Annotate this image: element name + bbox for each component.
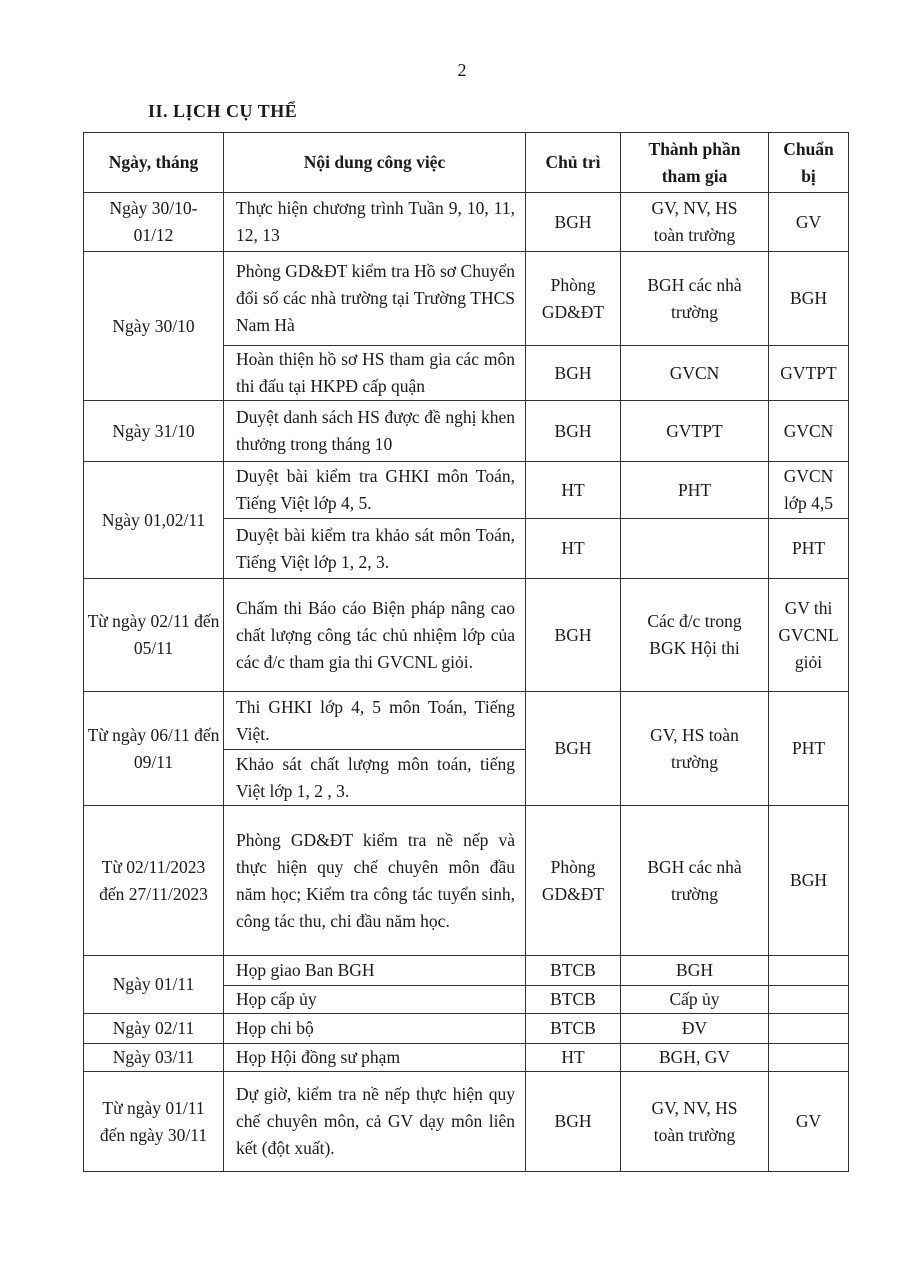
cell-chair: BGH xyxy=(526,346,621,401)
cell-date: Từ ngày 01/11 đến ngày 30/11 xyxy=(84,1072,224,1172)
table-row xyxy=(84,579,849,692)
cell-prepare xyxy=(769,1014,849,1044)
table-header-row xyxy=(84,133,849,193)
cell-prepare: GVCN xyxy=(769,401,849,462)
section-title: II. LỊCH CỤ THỂ xyxy=(148,101,298,121)
table-row xyxy=(84,956,849,986)
cell-participants: ĐV xyxy=(621,1014,769,1044)
cell-content: Phòng GD&ĐT kiểm tra Hồ sơ Chuyển đổi số các nhà trường tại Trường THCS Nam Hà xyxy=(224,252,526,346)
cell-participants: BGH các nhà trường xyxy=(621,806,769,956)
cell-prepare: GV xyxy=(769,1072,849,1172)
cell-chair: BTCB xyxy=(526,1014,621,1044)
header-participants: Thành phần tham gia xyxy=(621,133,769,193)
table-row xyxy=(84,806,849,956)
schedule-table xyxy=(83,132,849,1172)
cell-participants: GVCN xyxy=(621,346,769,401)
cell-content: Họp giao Ban BGH xyxy=(224,956,526,986)
cell-date: Ngày 30/10 xyxy=(84,252,224,401)
cell-participants: Các đ/c trong BGK Hội thi xyxy=(621,579,769,692)
cell-prepare: GV thi GVCNL giỏi xyxy=(769,579,849,692)
cell-content: Chấm thi Báo cáo Biện pháp nâng cao chất lượng công tác chủ nhiệm lớp của các đ/c tham gia thi GVCNL giỏi. xyxy=(224,579,526,692)
cell-date: Ngày 03/11 xyxy=(84,1044,224,1072)
table-row xyxy=(84,692,849,750)
cell-content: Duyệt bài kiểm tra GHKI môn Toán, Tiếng Việt lớp 4, 5. xyxy=(224,462,526,519)
cell-chair: HT xyxy=(526,1044,621,1072)
table-row xyxy=(84,1072,849,1172)
header-date: Ngày, tháng xyxy=(84,133,224,193)
cell-date: Ngày 02/11 xyxy=(84,1014,224,1044)
cell-date: Ngày 01,02/11 xyxy=(84,462,224,579)
cell-chair: BTCB xyxy=(526,956,621,986)
cell-prepare: BGH xyxy=(769,252,849,346)
page-number: 2 xyxy=(457,60,467,80)
cell-chair: BTCB xyxy=(526,986,621,1014)
cell-date: Ngày 01/11 xyxy=(84,956,224,1014)
cell-content: Duyệt danh sách HS được đề nghị khen thưởng trong tháng 10 xyxy=(224,401,526,462)
cell-chair: HT xyxy=(526,462,621,519)
cell-content: Dự giờ, kiểm tra nề nếp thực hiện quy chế chuyên môn, cả GV dạy môn liên kết (đột xuất). xyxy=(224,1072,526,1172)
cell-chair: HT xyxy=(526,519,621,579)
header-prepare: Chuẩn bị xyxy=(769,133,849,193)
cell-date: Ngày 31/10 xyxy=(84,401,224,462)
cell-chair: BGH xyxy=(526,193,621,252)
cell-content: Duyệt bài kiểm tra khảo sát môn Toán, Tiếng Việt lớp 1, 2, 3. xyxy=(224,519,526,579)
cell-participants: BGH các nhà trường xyxy=(621,252,769,346)
cell-participants: GV, HS toàn trường xyxy=(621,692,769,806)
cell-prepare: GV xyxy=(769,193,849,252)
cell-participants: GVTPT xyxy=(621,401,769,462)
cell-prepare: PHT xyxy=(769,692,849,806)
cell-prepare xyxy=(769,986,849,1014)
table-row xyxy=(84,1044,849,1072)
table-row xyxy=(84,1014,849,1044)
cell-prepare xyxy=(769,1044,849,1072)
cell-prepare xyxy=(769,956,849,986)
cell-content: Họp cấp ủy xyxy=(224,986,526,1014)
cell-participants: PHT xyxy=(621,462,769,519)
cell-chair: Phòng GD&ĐT xyxy=(526,252,621,346)
cell-content: Hoàn thiện hồ sơ HS tham gia các môn thi đấu tại HKPĐ cấp quận xyxy=(224,346,526,401)
cell-chair: BGH xyxy=(526,1072,621,1172)
cell-content: Thi GHKI lớp 4, 5 môn Toán, Tiếng Việt. xyxy=(224,692,526,750)
cell-chair: BGH xyxy=(526,579,621,692)
table-row xyxy=(84,462,849,519)
header-content: Nội dung công việc xyxy=(224,133,526,193)
cell-prepare: GVCN lớp 4,5 xyxy=(769,462,849,519)
cell-chair: BGH xyxy=(526,401,621,462)
cell-content: Họp chi bộ xyxy=(224,1014,526,1044)
cell-participants: BGH, GV xyxy=(621,1044,769,1072)
table-row xyxy=(84,193,849,252)
cell-participants xyxy=(621,519,769,579)
cell-content: Họp Hội đồng sư phạm xyxy=(224,1044,526,1072)
cell-participants: Cấp ủy xyxy=(621,986,769,1014)
cell-chair: Phòng GD&ĐT xyxy=(526,806,621,956)
cell-prepare: PHT xyxy=(769,519,849,579)
cell-content: Thực hiện chương trình Tuần 9, 10, 11, 12, 13 xyxy=(224,193,526,252)
cell-date: Từ ngày 06/11 đến 09/11 xyxy=(84,692,224,806)
table-row xyxy=(84,252,849,346)
header-chair: Chủ trì xyxy=(526,133,621,193)
cell-prepare: BGH xyxy=(769,806,849,956)
cell-date: Từ ngày 02/11 đến 05/11 xyxy=(84,579,224,692)
cell-participants: GV, NV, HS toàn trường xyxy=(621,193,769,252)
cell-participants: BGH xyxy=(621,956,769,986)
cell-content: Phòng GD&ĐT kiểm tra nề nếp và thực hiện quy chế chuyên môn đầu năm học; Kiểm tra công tác tuyển sinh, công tác thu, chi đầu năm học. xyxy=(224,806,526,956)
cell-participants: GV, NV, HS toàn trường xyxy=(621,1072,769,1172)
cell-date: Ngày 30/10-01/12 xyxy=(84,193,224,252)
cell-content: Khảo sát chất lượng môn toán, tiếng Việt lớp 1, 2 , 3. xyxy=(224,750,526,806)
cell-date: Từ 02/11/2023 đến 27/11/2023 xyxy=(84,806,224,956)
cell-prepare: GVTPT xyxy=(769,346,849,401)
cell-chair: BGH xyxy=(526,692,621,806)
table-row xyxy=(84,401,849,462)
